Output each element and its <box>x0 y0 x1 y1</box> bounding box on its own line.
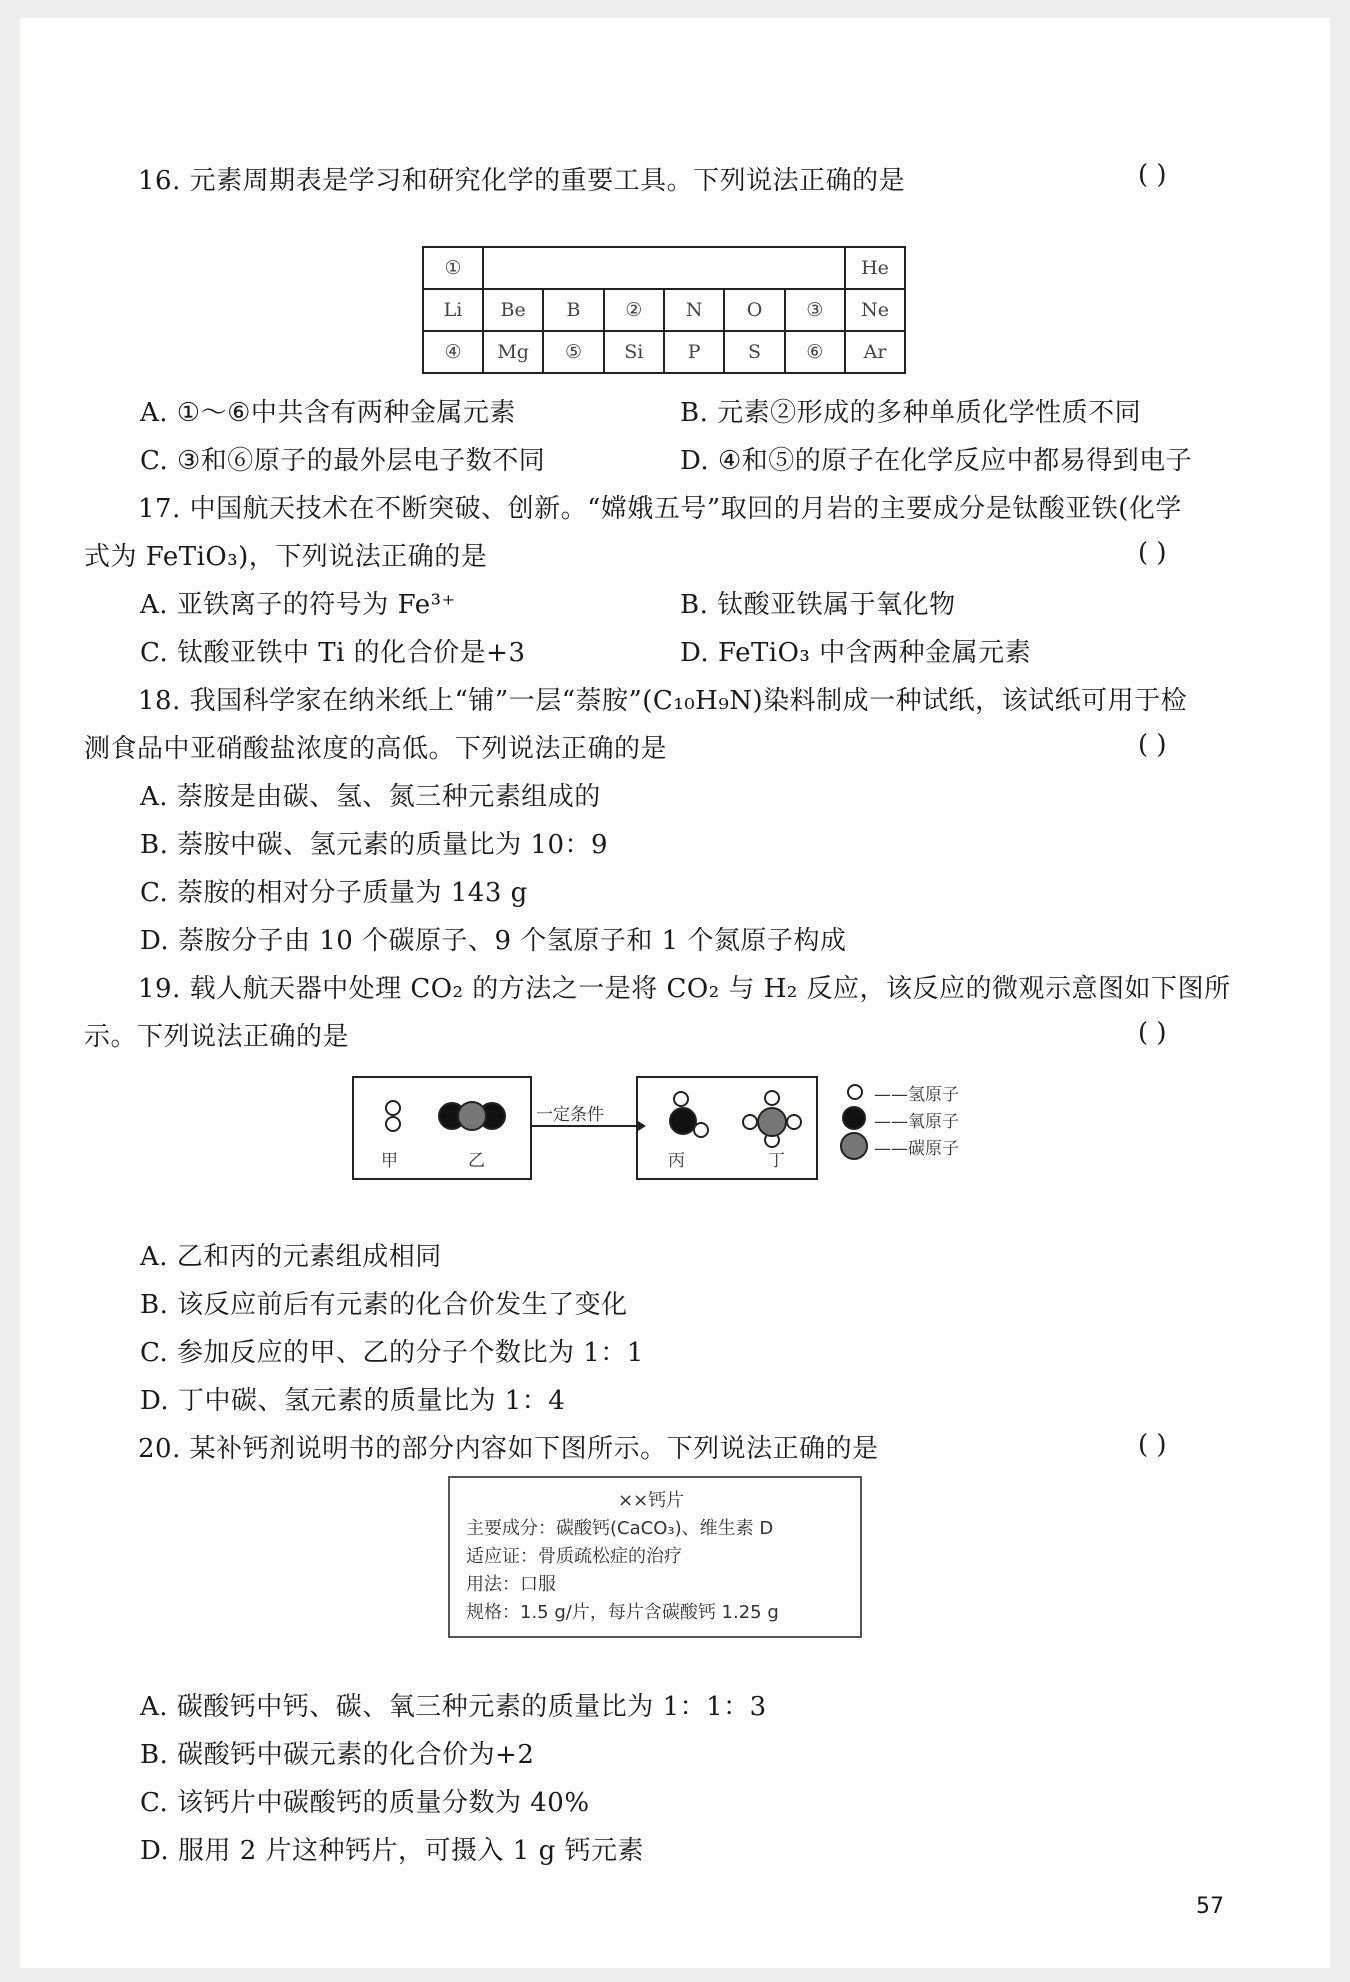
table-cell: Be <box>483 289 543 331</box>
legend-carbon-icon <box>840 1132 868 1160</box>
hydrogen-atom <box>673 1091 689 1107</box>
reactants-box <box>352 1076 532 1180</box>
hydrogen-atom <box>786 1114 802 1130</box>
hydrogen-atom <box>385 1100 401 1116</box>
label-title: ××钙片 <box>618 1490 685 1511</box>
q19-option-c[interactable]: C. 参加反应的甲、乙的分子个数比为 1：1 <box>140 1338 644 1368</box>
hydrogen-atom <box>385 1116 401 1132</box>
q19-option-a[interactable]: A. 乙和丙的元素组成相同 <box>140 1242 442 1272</box>
q16-option-d[interactable]: D. ④和⑤的原子在化学反应中都易得到电子 <box>680 446 1193 476</box>
periodic-row <box>423 331 905 373</box>
table-cell: ① <box>423 247 483 289</box>
q20-option-d[interactable]: D. 服用 2 片这种钙片，可摄入 1 g 钙元素 <box>140 1836 644 1866</box>
legend-oxygen-icon <box>842 1106 866 1130</box>
table-cell: He <box>845 247 905 289</box>
reaction-arrow-icon <box>530 1118 648 1134</box>
label-ding: 丁 <box>768 1151 785 1171</box>
table-cell: S <box>724 331 784 373</box>
table-cell: ⑥ <box>785 331 845 373</box>
reaction-condition: 一定条件 <box>536 1105 604 1125</box>
q17-answer-paren[interactable]: ( ) <box>1138 538 1167 568</box>
q16-option-b[interactable]: B. 元素②形成的多种单质化学性质不同 <box>680 398 1142 428</box>
q16-answer-paren[interactable]: ( ) <box>1138 160 1167 190</box>
table-cell: Mg <box>483 331 543 373</box>
calcium-tablet-label <box>448 1476 862 1638</box>
legend-hydrogen-icon <box>847 1084 863 1100</box>
carbon-atom <box>757 1107 787 1137</box>
q17-stem-line1: 17. 中国航天技术在不断突破、创新。“嫦娥五号”取回的月岩的主要成分是钛酸亚铁(化学 <box>138 494 1182 524</box>
table-cell: ④ <box>423 331 483 373</box>
periodic-table <box>422 246 906 374</box>
q17-option-c[interactable]: C. 钛酸亚铁中 Ti 的化合价是+3 <box>140 638 526 668</box>
periodic-row <box>423 289 905 331</box>
q18-stem-line1: 18. 我国科学家在纳米纸上“铺”一层“萘胺”(C₁₀H₉N)染料制成一种试纸，该试纸可用于检 <box>138 686 1188 716</box>
q17-stem-line2: 式为 FeTiO₃)，下列说法正确的是 <box>84 542 488 572</box>
q19-option-b[interactable]: B. 该反应前后有元素的化合价发生了变化 <box>140 1290 628 1320</box>
legend-carbon-label: ——碳原子 <box>874 1139 959 1159</box>
q18-option-a[interactable]: A. 萘胺是由碳、氢、氮三种元素组成的 <box>140 782 601 812</box>
q20-stem: 20. 某补钙剂说明书的部分内容如下图所示。下列说法正确的是 <box>138 1434 879 1464</box>
hydrogen-atom <box>764 1090 780 1106</box>
q19-stem-line2: 示。下列说法正确的是 <box>84 1022 350 1052</box>
table-cell: ⑤ <box>543 331 603 373</box>
table-cell: Ar <box>845 331 905 373</box>
table-cell: Li <box>423 289 483 331</box>
label-jia: 甲 <box>381 1151 398 1171</box>
label-yi: 乙 <box>468 1151 485 1171</box>
table-cell <box>483 247 845 289</box>
q20-option-c[interactable]: C. 该钙片中碳酸钙的质量分数为 40% <box>140 1788 590 1818</box>
table-cell: ② <box>604 289 664 331</box>
q18-option-b[interactable]: B. 萘胺中碳、氢元素的质量比为 10：9 <box>140 830 609 860</box>
label-usage: 用法：口服 <box>466 1574 556 1595</box>
label-bing: 丙 <box>668 1151 685 1171</box>
q17-option-a[interactable]: A. 亚铁离子的符号为 Fe³⁺ <box>140 590 456 620</box>
table-cell: O <box>724 289 784 331</box>
q16-option-a[interactable]: A. ①～⑥中共含有两种金属元素 <box>140 398 516 428</box>
q18-option-c[interactable]: C. 萘胺的相对分子质量为 143 g <box>140 878 528 908</box>
legend-oxygen-label: ——氧原子 <box>874 1112 959 1132</box>
q20-option-b[interactable]: B. 碳酸钙中碳元素的化合价为+2 <box>140 1740 535 1770</box>
table-cell: Ne <box>845 289 905 331</box>
label-indication: 适应证：骨质疏松症的治疗 <box>466 1546 682 1567</box>
q18-answer-paren[interactable]: ( ) <box>1138 730 1167 760</box>
table-cell: Si <box>604 331 664 373</box>
q18-option-d[interactable]: D. 萘胺分子由 10 个碳原子、9 个氢原子和 1 个氮原子构成 <box>140 926 847 956</box>
q18-stem-line2: 测食品中亚硝酸盐浓度的高低。下列说法正确的是 <box>84 734 668 764</box>
carbon-atom <box>457 1101 487 1131</box>
q19-stem-line1: 19. 载人航天器中处理 CO₂ 的方法之一是将 CO₂ 与 H₂ 反应，该反应的微观示意图如下图所 <box>138 974 1231 1004</box>
table-cell: N <box>664 289 724 331</box>
table-cell: ③ <box>785 289 845 331</box>
workbook-page <box>20 18 1330 1968</box>
label-specification: 规格：1.5 g/片，每片含碳酸钙 1.25 g <box>466 1602 779 1623</box>
q19-answer-paren[interactable]: ( ) <box>1138 1018 1167 1048</box>
table-cell: P <box>664 331 724 373</box>
q20-option-a[interactable]: A. 碳酸钙中钙、碳、氧三种元素的质量比为 1：1：3 <box>140 1692 767 1722</box>
q17-option-d[interactable]: D. FeTiO₃ 中含两种金属元素 <box>680 638 1032 668</box>
hydrogen-atom <box>742 1114 758 1130</box>
q20-answer-paren[interactable]: ( ) <box>1138 1430 1167 1460</box>
q17-option-b[interactable]: B. 钛酸亚铁属于氧化物 <box>680 590 956 620</box>
table-cell: B <box>543 289 603 331</box>
hydrogen-atom <box>693 1122 709 1138</box>
q16-stem: 16. 元素周期表是学习和研究化学的重要工具。下列说法正确的是 <box>138 166 906 196</box>
label-ingredients: 主要成分：碳酸钙(CaCO₃)、维生素 D <box>466 1518 774 1539</box>
q19-option-d[interactable]: D. 丁中碳、氢元素的质量比为 1：4 <box>140 1386 566 1416</box>
page-number: 57 <box>1196 1894 1224 1919</box>
periodic-row <box>423 247 905 289</box>
legend-hydrogen-label: ——氢原子 <box>874 1085 959 1105</box>
q16-option-c[interactable]: C. ③和⑥原子的最外层电子数不同 <box>140 446 546 476</box>
